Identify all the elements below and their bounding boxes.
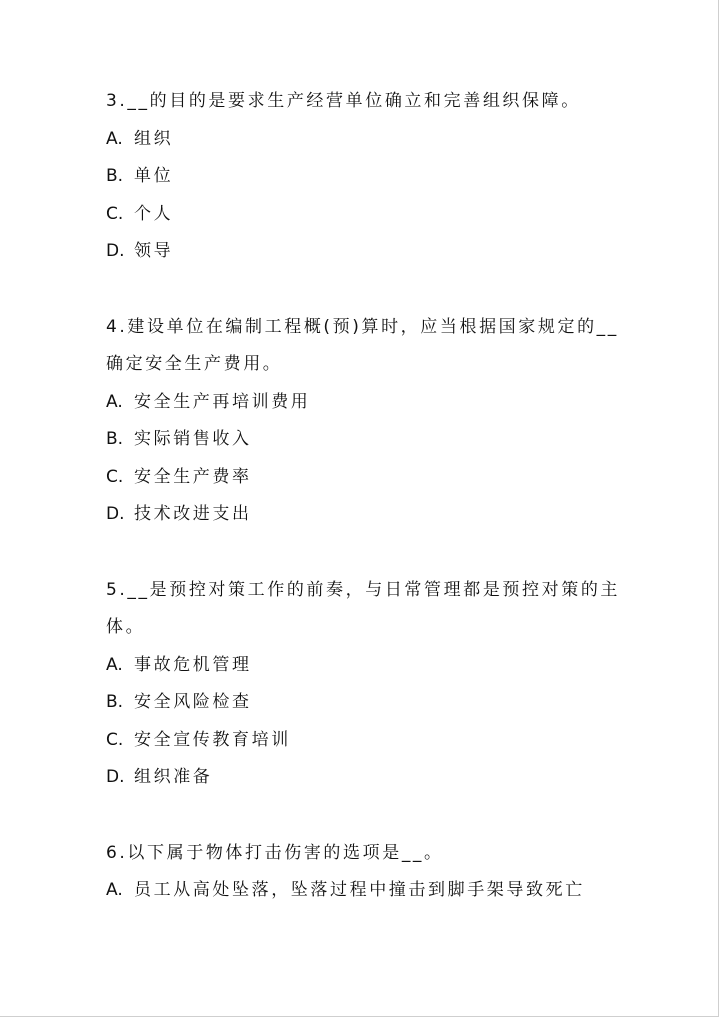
option-letter: B. (106, 692, 124, 712)
option-letter: D. (106, 767, 125, 787)
question-6-option-a (106, 879, 585, 901)
option-text: 员工从高处坠落，坠落过程中撞击到脚手架导致死亡 (134, 880, 585, 900)
option-letter: C. (106, 467, 124, 487)
option-letter: D. (106, 504, 125, 524)
option-letter: A. (106, 129, 123, 149)
option-text: 安全生产费率 (134, 467, 252, 487)
option-text: 安全宣传教育培训 (134, 730, 291, 750)
question-3-option-b (106, 165, 173, 187)
question-4-option-b (106, 428, 252, 450)
option-text: 事故危机管理 (134, 655, 252, 675)
option-text: 技术改进支出 (134, 504, 252, 524)
option-letter: B. (106, 166, 124, 186)
option-text: 安全生产再培训费用 (134, 392, 311, 412)
question-5-stem-line-1: 5.__是预控对策工作的前奏，与日常管理都是预控对策的主 (106, 580, 621, 600)
question-4-option-d (106, 503, 252, 525)
question-5-option-d (106, 766, 212, 788)
option-letter: B. (106, 429, 124, 449)
option-text: 领导 (134, 241, 174, 261)
question-4-stem-line-2: 确定安全生产费用。 (106, 354, 283, 374)
option-text: 组织准备 (134, 767, 213, 787)
question-5-stem-line-2: 体。 (106, 617, 146, 637)
option-text: 组织 (134, 129, 174, 149)
question-4-stem-line-1: 4.建设单位在编制工程概(预)算时，应当根据国家规定的__ (106, 317, 619, 337)
question-4-option-a (106, 391, 310, 413)
option-letter: A. (106, 392, 123, 412)
option-text: 个人 (134, 204, 174, 224)
question-3-option-a (106, 128, 173, 150)
question-6-stem: 6.以下属于物体打击伤害的选项是__。 (106, 843, 444, 863)
question-5-option-c (106, 729, 291, 751)
option-text: 单位 (134, 166, 174, 186)
question-4-option-c (106, 466, 252, 488)
option-text: 实际销售收入 (134, 429, 252, 449)
option-letter: A. (106, 655, 123, 675)
question-3-option-d (106, 240, 173, 262)
question-3-option-c (106, 203, 173, 225)
option-letter: C. (106, 204, 124, 224)
option-letter: A. (106, 880, 123, 900)
question-5-option-a (106, 654, 252, 676)
option-letter: C. (106, 730, 124, 750)
option-text: 安全风险检查 (134, 692, 252, 712)
option-letter: D. (106, 241, 125, 261)
question-3-stem: 3.__的目的是要求生产经营单位确立和完善组织保障。 (106, 91, 581, 111)
question-5-option-b (106, 691, 252, 713)
